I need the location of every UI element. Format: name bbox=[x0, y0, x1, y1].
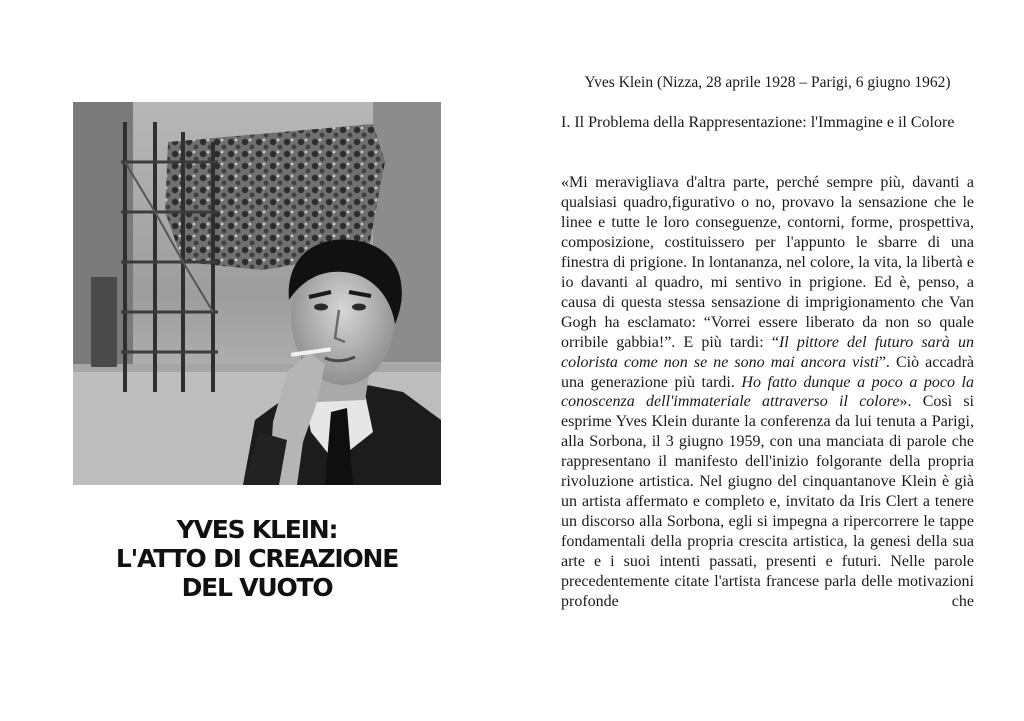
title-line-2: L'ATTO DI CREAZIONE bbox=[115, 544, 399, 573]
portrait-illustration bbox=[73, 102, 441, 485]
body-paragraph bbox=[561, 173, 974, 628]
quote-klein: Ho fatto dunque a poco a poco la conoscenza dell'immateriale attraverso il colore bbox=[561, 373, 974, 411]
title-line-3: DEL VUOTO bbox=[181, 573, 333, 602]
body-text-part-1: «Mi meravigliava d'altra parte, perché sempre più, davanti a qualsiasi quadro,figurativo o no, provavo la sensazione che le linee e tutte le loro conseguenze, contorni, forme, prospettiva, composizione, costituissero per l'appunto le sbarre di una finestra di prigione. In lontananza, nel colore, la vita, la libertà e io davanti al quadro, mi sentivo in prigione. Ed è, penso, a causa di questa stessa sensazione di imprigionamento che Van Gogh ha esclamato: “Vorrei essere liberato da non so quale orribile gabbia!”. E più tardi: “ bbox=[561, 174, 974, 351]
article-title bbox=[73, 515, 441, 602]
portrait-photo bbox=[73, 102, 441, 485]
photo-caption: Yves Klein (Nizza, 28 aprile 1928 – Parigi, 6 giugno 1962) bbox=[584, 74, 951, 91]
title-line-1: YVES KLEIN: bbox=[176, 515, 338, 544]
quote-van-gogh: Il pittore del futuro sarà un colorista come non se ne sono mai ancora visti bbox=[561, 333, 974, 371]
body-text-part-2: ”. Ciò accadrà una generazione più tardi. bbox=[561, 353, 974, 391]
section-heading: I. Il Problema della Rappresentazione: l'Immagine e il Colore bbox=[561, 114, 955, 131]
body-text-part-3: ». Così si esprime Yves Klein durante la conferenza da lui tenuta a Parigi, alla Sorbona, il 3 giugno 1959, con una manciata di parole che rappresentano il manifesto dell'inizio folgorante della propria rivoluzione artistica. Nel giugno del cinquantanove Klein è già un artista affermato e completo e, invitato da Iris Clert a tenere un discorso alla Sorbona, egli si impegna a ripercorrere le tappe fondamentali della propria crescita artistica, la genesi della sua arte e i suoi intenti passati, presenti e futuri. Nelle parole precedentemente citate l'artista francese parla delle motivazioni profonde che bbox=[561, 393, 974, 611]
